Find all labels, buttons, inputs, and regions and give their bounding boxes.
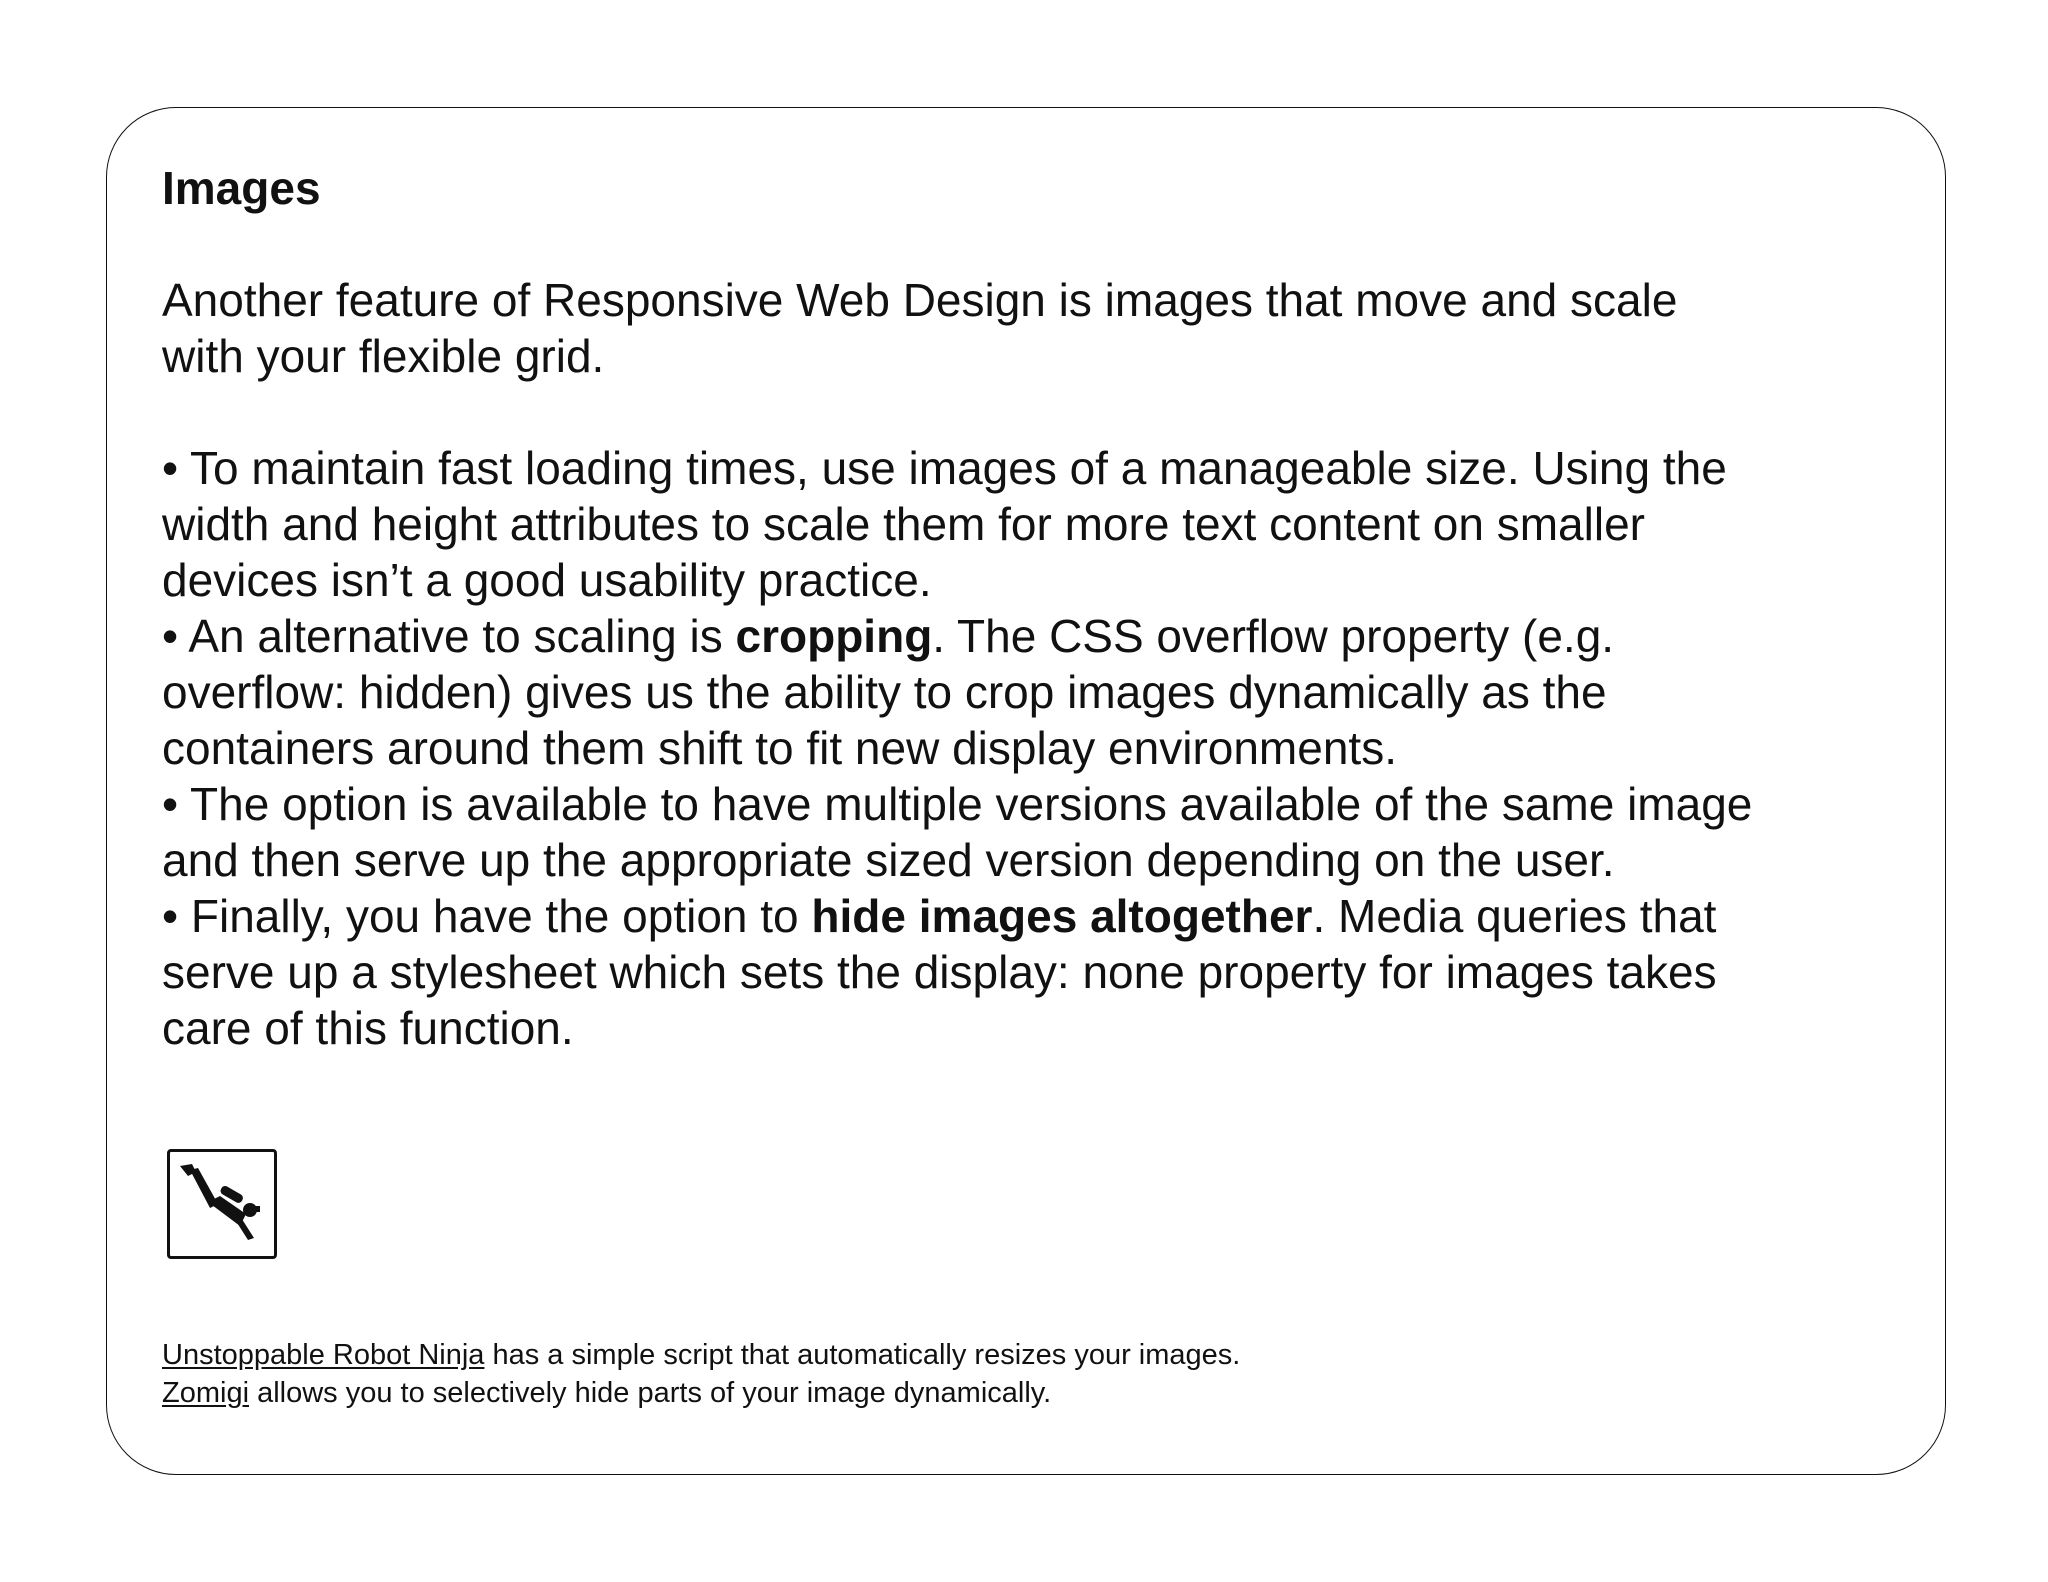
bullet-item: • Finally, you have the option to hide images altogether. Media queries that serve up a stylesheet which sets the display: none property for images takes care of this function. bbox=[162, 890, 1717, 1054]
footer-line: Zomigi allows you to selectively hide parts of your image dynamically. bbox=[162, 1377, 1052, 1409]
link-unstoppable-robot-ninja[interactable]: Unstoppable Robot Ninja bbox=[162, 1339, 485, 1371]
bullet-item: • An alternative to scaling is cropping. The CSS overflow property (e.g. overflow: hidden) gives us the ability to crop images dynamically as the containers around them shift to fit new display environments. bbox=[162, 610, 1615, 774]
link-zomigi[interactable]: Zomigi bbox=[162, 1377, 250, 1409]
bullet-item: • To maintain fast loading times, use images of a manageable size. Using the width and height attributes to scale them for more text content on smaller devices isn’t a good usability practice. bbox=[162, 442, 1727, 606]
slide-body bbox=[162, 272, 1762, 1056]
bullet-item: • The option is available to have multiple versions available of the same image and then serve up the appropriate sized version depending on the user. bbox=[162, 778, 1753, 886]
slide-title: Images bbox=[162, 162, 321, 214]
footer-notes bbox=[162, 1336, 1662, 1412]
intro-paragraph: Another feature of Responsive Web Design is images that move and scale with your flexible grid. bbox=[162, 274, 1678, 382]
scuba-diver-icon-graphic bbox=[170, 1152, 274, 1256]
scuba-diver-icon bbox=[167, 1149, 277, 1259]
bold-term-cropping: cropping bbox=[735, 610, 933, 662]
footer-line: Unstoppable Robot Ninja has a simple script that automatically resizes your images. bbox=[162, 1339, 1241, 1371]
bold-term-hide-images: hide images altogether bbox=[811, 890, 1313, 942]
